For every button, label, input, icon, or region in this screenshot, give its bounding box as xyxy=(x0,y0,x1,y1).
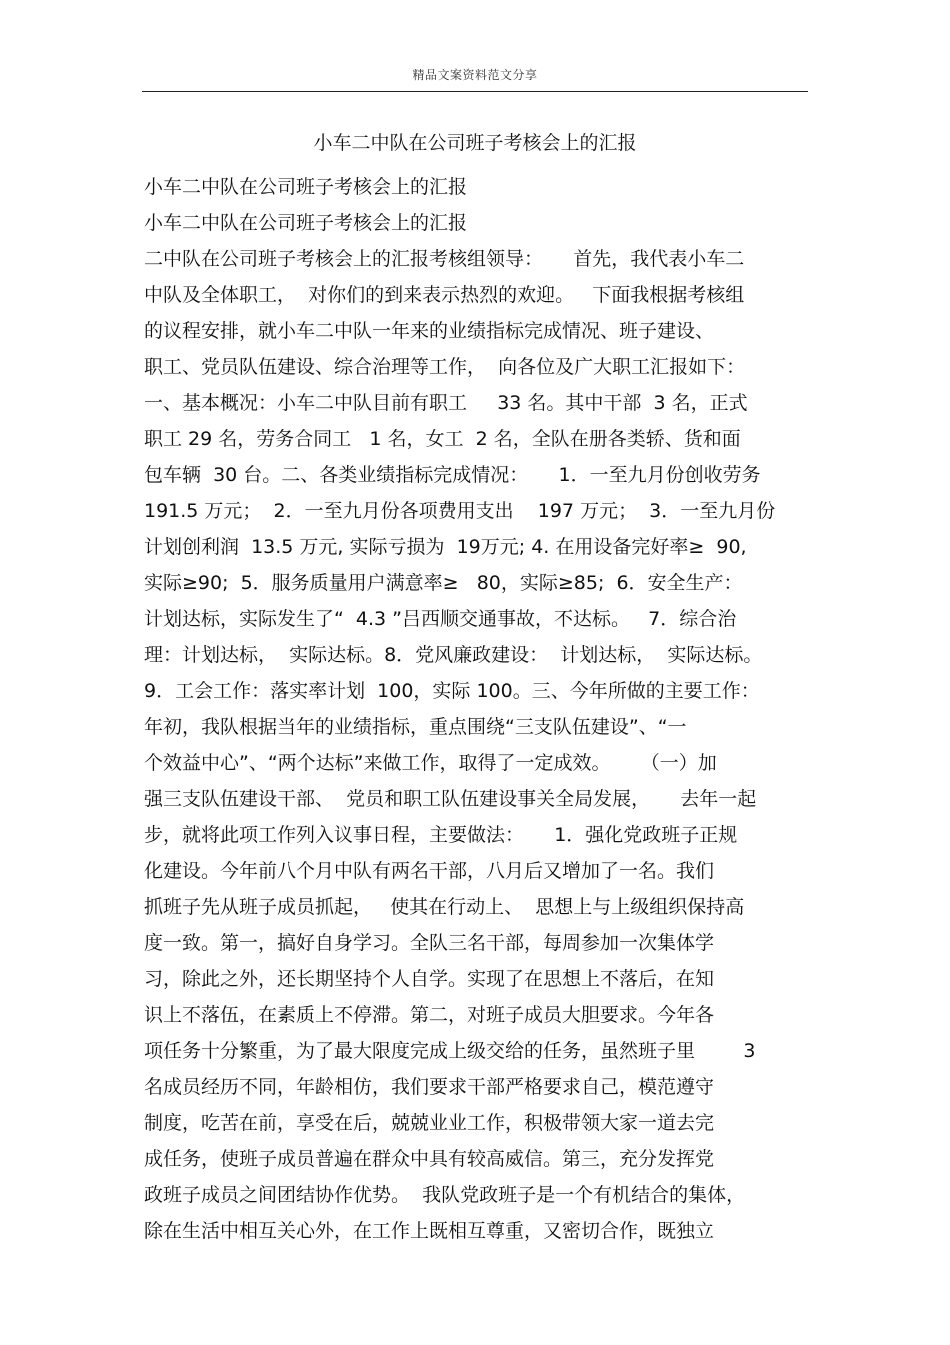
body-text-line: 小车二中队在公司班子考核会上的汇报 xyxy=(144,176,468,198)
page-header-text: 精品文案资料范文分享 xyxy=(412,68,538,82)
document-title: 小车二中队在公司班子考核会上的汇报 xyxy=(313,132,637,154)
body-text-line: 二中队在公司班子考核会上的汇报考核组领导： 首先，我代表小车二 xyxy=(144,248,745,270)
body-text-line: 9．工会工作：落实率计划 100，实际 100。三、今年所做的主要工作： xyxy=(144,680,760,702)
body-text-line: 职工、党员队伍建设、综合治理等工作， 向各位及广大职工汇报如下： xyxy=(144,356,746,378)
body-text-line: 小车二中队在公司班子考核会上的汇报 xyxy=(144,212,468,234)
body-text-line: 抓班子先从班子成员抓起， 使其在行动上、 思想上与上级组织保持高 xyxy=(144,896,745,918)
body-text-line: 制度，吃苦在前，享受在后，兢兢业业工作，积极带领大家一道去完 xyxy=(144,1112,715,1134)
body-text-line: 名成员经历不同，年龄相仿，我们要求干部严格要求自己，模范遵守 xyxy=(144,1076,715,1098)
document-body xyxy=(144,169,824,1249)
body-text-line: 化建设。今年前八个月中队有两名干部，八月后又增加了一名。我们 xyxy=(144,860,715,882)
body-text-line: 计划达标，实际发生了“ 4.3 ”吕西顺交通事故，不达标。 7．综合治 xyxy=(144,608,737,630)
body-text-line: 除在生活中相互关心外，在工作上既相互尊重，又密切合作，既独立 xyxy=(144,1220,715,1242)
body-text-line: 识上不落伍，在素质上不停滞。第二，对班子成员大胆要求。今年各 xyxy=(144,1004,715,1026)
body-text-line: 习，除此之外，还长期坚持个人自学。实现了在思想上不落后，在知 xyxy=(144,968,715,990)
body-text-line: 年初，我队根据当年的业绩指标，重点围绕“三支队伍建设”、“一 xyxy=(144,716,687,738)
body-text-line: 计划创利润 13.5 万元, 实际亏损为 19万元; 4. 在用设备完好率≥ 90, xyxy=(144,536,747,558)
body-text-line: 项任务十分繁重，为了最大限度完成上级交给的任务，虽然班子里 3 xyxy=(144,1040,756,1062)
body-text-line: 政班子成员之间团结协作优势。 我队党政班子是一个有机结合的集体， xyxy=(144,1184,746,1206)
body-text-line: 步，就将此项工作列入议事日程，主要做法： 1．强化党政班子正规 xyxy=(144,824,738,846)
body-text-line: 一、基本概况：小车二中队目前有职工 33 名。其中干部 3 名，正式 xyxy=(144,392,748,414)
body-text-line: 个效益中心”、“两个达标”来做工作，取得了一定成效。 （一）加 xyxy=(144,752,717,774)
body-text-line: 理：计划达标， 实际达标。8．党风廉政建设： 计划达标， 实际达标。 xyxy=(144,644,763,666)
body-text-line: 强三支队伍建设干部、 党员和职工队伍建设事关全局发展， 去年一起 xyxy=(144,788,757,810)
body-text-line: 度一致。第一，搞好自身学习。全队三名干部，每周参加一次集体学 xyxy=(144,932,715,954)
header-divider xyxy=(142,91,808,92)
body-text-line: 包车辆 30 台。二、各类业绩指标完成情况： 1．一至九月份创收劳务 xyxy=(144,464,761,486)
body-text-line: 成任务，使班子成员普遍在群众中具有较高威信。第三，充分发挥党 xyxy=(144,1148,715,1170)
body-text-line: 职工 29 名，劳务合同工 1 名，女工 2 名，全队在册各类轿、货和面 xyxy=(144,428,741,450)
body-text-line: 中队及全体职工， 对你们的到来表示热烈的欢迎。 下面我根据考核组 xyxy=(144,284,745,306)
body-text-line: 191.5 万元； 2．一至九月份各项费用支出 197 万元； 3．一至九月份 xyxy=(144,500,776,522)
body-text-line: 的议程安排，就小车二中队一年来的业绩指标完成情况、班子建设、 xyxy=(144,320,715,342)
body-text-line: 实际≥90; 5．服务质量用户满意率≥ 80，实际≥85; 6．安全生产： xyxy=(144,572,743,594)
